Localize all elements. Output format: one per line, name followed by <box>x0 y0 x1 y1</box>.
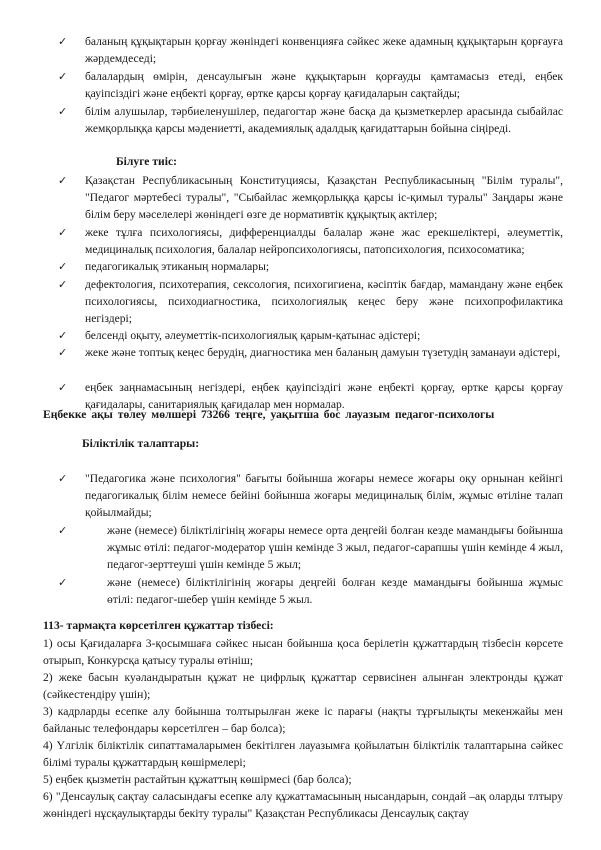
document-item: 5) еңбек қызметін растайтын құжаттың көшірмесі (бар болса); <box>43 773 352 786</box>
check-bullet-icon: ✓ <box>58 329 68 342</box>
check-bullet-icon: ✓ <box>58 472 68 485</box>
list-item: педагогикалық этиканың нормалары; <box>85 260 270 273</box>
salary-line: Еңбекке ақы төлеу мөлшері 73266 теңге, уақытша бос лауазым педагог-психологы <box>43 408 495 421</box>
list-item: және (немесе) біліктілігінің жоғары деңгейі болған кезде мамандығы бойынша жұмыс өтілі: педагог-шебер үшін кемінде 5 жыл. <box>107 576 563 607</box>
document-item: 3) кадрларды есепке алу бойынша толтырылған жеке іс парағы (нақты тұрғылықты мекенжайы мен байланыс телефондары көрсетілген – бар болса); <box>43 705 563 735</box>
list-item: және (немесе) біліктілігінің жоғары немесе орта деңгейі болған кезде мамандығы бойынша жұмыс өтілі: педагог-модератор үшін кемінде 3 жыл, педагог-сарапшы үшін кемінде 4 жыл, педагог-зерттеуші үшін кемінде 5 жыл; <box>107 524 563 572</box>
section-heading-documents: 113- тармақта көрсетілген құжаттар тізбесі: <box>43 619 274 632</box>
list-item: еңбек заңнамасының негіздері, еңбек қауіпсіздігі және еңбекті қорғау, өртке қарсы қорғау қағидалары, санитариялық қағидалар мен нормалар. <box>85 381 563 412</box>
check-bullet-icon: ✓ <box>58 226 68 239</box>
check-bullet-icon: ✓ <box>58 174 68 187</box>
document-item: 2) жеке басын куәландыратын құжат не цифрлық құжаттар сервисінен алынған электронды құжат (сәйкестендіру үшін); <box>43 671 563 701</box>
check-bullet-icon: ✓ <box>58 381 68 394</box>
list-item: "Педагогика және психология" бағыты бойынша жоғары немесе жоғары оқу орнынан кейінгі педагогикалық білім немесе бейіні бойынша жоғары медициналық білім, жұмыс өтіліне талап қойылмайды; <box>85 472 563 520</box>
list-item: белсенді оқыту, әлеуметтік-психологиялық қарым-қатынас әдістері; <box>85 329 421 342</box>
document-item: 1) осы Қағидаларға 3-қосымшаға сәйкес нысан бойынша қоса берілетін құжаттардың тізбесін көрсете отырып, Конкурсқа қатысу туралы өтініш; <box>43 637 563 667</box>
list-item: балалардың өмірін, денсаулығын және құқықтарын қорғауды қамтамасыз етеді, еңбек қауіпсіздігі және еңбекті қорғау, өртке қарсы қорғау қағидаларын сақтайды; <box>85 70 563 101</box>
document-item: 4) Үлгілік біліктілік сипаттамаларымен бекітілген лауазымға қойылатын біліктілік талаптарына сәйкес білімі туралы құжаттардың көшірмелері; <box>43 739 563 769</box>
check-bullet-icon: ✓ <box>58 70 68 83</box>
section-heading-qualifications: Біліктілік талаптары: <box>82 437 200 450</box>
check-bullet-icon: ✓ <box>58 105 68 118</box>
list-item: Қазақстан Республикасының Конституциясы, Қазақстан Республикасының "Білім туралы", "Педагог мәртебесі туралы", "Сыбайлас жемқорлыққа қарсы іс-қимыл туралы" Заңдары және білім беру мәселелері жөніндегі өзге де нормативтік құқықтық актілер; <box>85 174 563 222</box>
check-bullet-icon: ✓ <box>58 260 68 273</box>
list-item: жеке тұлға психологиясы, дифференциалды балалар және жас ерекшеліктері, әлеуметтік, медициналық психология, балалар нейропсихологиясы, патопсихология, психосоматика; <box>85 226 563 257</box>
section-heading-must-know: Білуге тиіс: <box>116 155 177 168</box>
document-item: 6) "Денсаулық сақтау саласындағы есепке алу құжаттамасының нысандарын, сондай –ақ оларды тлтыру жөніндегі нұсқаулықтарды бекіту туралы" Қазақстан Республикасы Денсаулық сақтау <box>43 790 563 820</box>
check-bullet-icon: ✓ <box>58 35 68 48</box>
check-bullet-icon: ✓ <box>58 346 68 359</box>
list-item: жеке және топтық кеңес берудің, диагностика мен баланың дамуын түзетудің заманауи әдістері, <box>85 346 561 359</box>
list-item: білім алушылар, тәрбиеленушілер, педагогтар және басқа да қызметкерлер арасында сыбайлас жемқорлыққа қарсы мәдениетті, академиялық адалдық қағидаттарын бойына сіңіреді. <box>85 105 563 136</box>
list-item: баланың құқықтарын қорғау жөніндегі конвенцияға сәйкес жеке адамның құқықтарын қорғауға жәрдемдеседі; <box>85 35 563 66</box>
check-bullet-icon: ✓ <box>58 576 68 589</box>
check-bullet-icon: ✓ <box>58 278 68 291</box>
check-bullet-icon: ✓ <box>58 524 68 537</box>
list-item: дефектология, психотерапия, сексология, психогигиена, кәсіптік бағдар, мамандану және еңбек психологиясы, психодиагностика, психологиялық кеңес беру және психопрофилактика негіздері; <box>85 278 563 326</box>
